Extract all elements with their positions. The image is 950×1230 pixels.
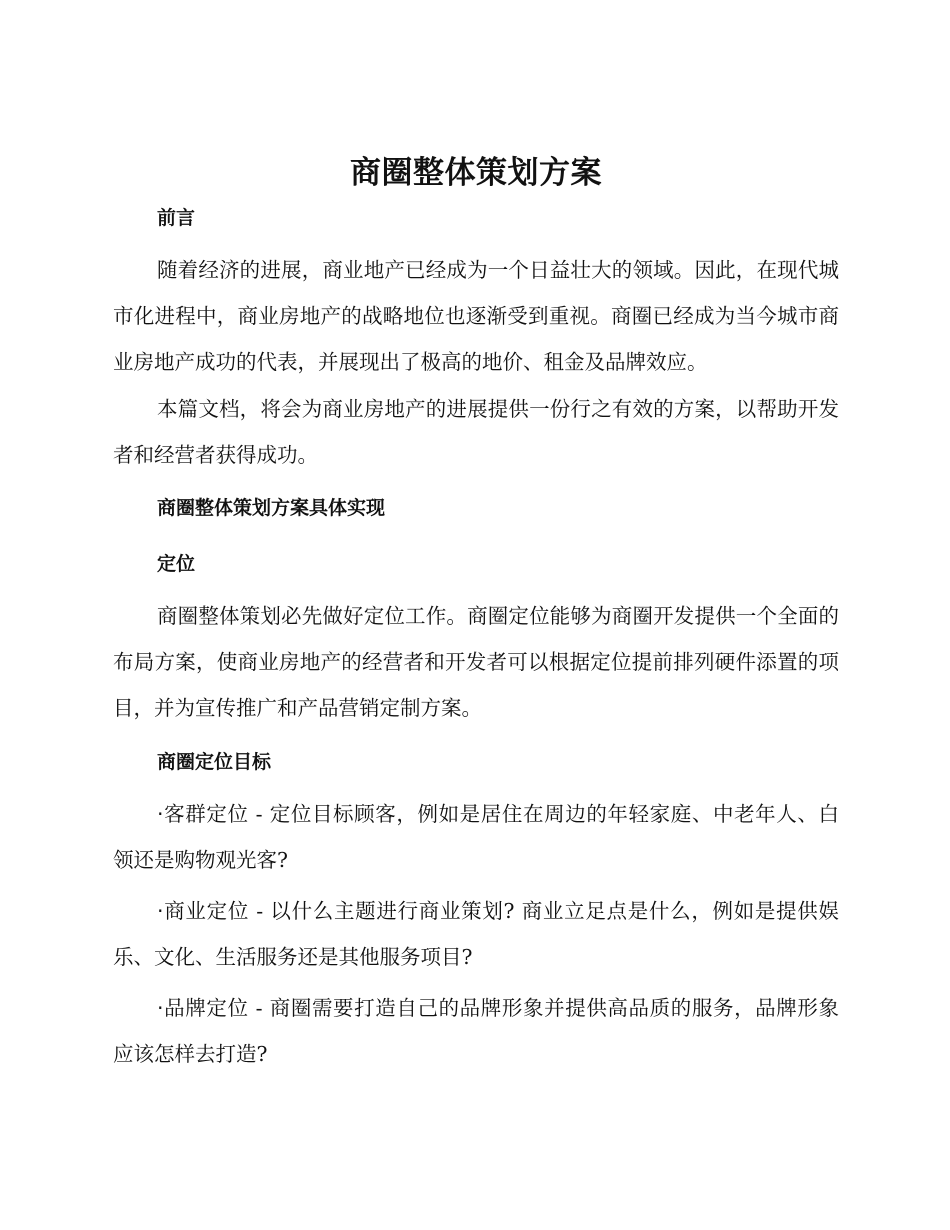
- positioning-heading: 定位: [157, 553, 196, 575]
- goal-item-text: 品牌定位 - 商圈需要打造自己的品牌形象并提供高品质的服务，品牌形象应该怎样去打造?: [113, 996, 839, 1066]
- goal-list-item: [113, 985, 839, 1077]
- document-title: 商圈整体策划方案: [350, 155, 602, 191]
- positioning-paragraph: 商圈整体策划必先做好定位工作。商圈定位能够为商圈开发提供一个全面的布局方案，使商业房地产的经营者和开发者可以根据定位提前排列硬件添置的项目，并为宣传推广和产品营销定制方案。: [113, 604, 839, 720]
- document-body: [113, 150, 839, 1077]
- goal-item-text: 商业定位 - 以什么主题进行商业策划? 商业立足点是什么，例如是提供娱乐、文化、生活服务还是其他服务项目?: [113, 899, 839, 969]
- preface-heading: 前言: [157, 207, 196, 229]
- goal-item-text: 客群定位 - 定位目标顾客，例如是居住在周边的年轻家庭、中老年人、白领还是购物观光客?: [113, 802, 839, 872]
- goal-list-item: [113, 791, 839, 883]
- bullet-dot-icon: ·: [157, 899, 164, 923]
- bullet-dot-icon: ·: [157, 996, 164, 1020]
- goals-heading: 商圈定位目标: [157, 751, 272, 773]
- implementation-heading: 商圈整体策划方案具体实现: [157, 497, 386, 519]
- bullet-dot-icon: ·: [157, 802, 164, 826]
- preface-paragraph: 本篇文档，将会为商业房地产的进展提供一份行之有效的方案，以帮助开发者和经营者获得成功。: [113, 397, 839, 467]
- preface-paragraph: 随着经济的进展，商业地产已经成为一个日益壮大的领域。因此，在现代城市化进程中，商业房地产的战略地位也逐渐受到重视。商圈已经成为当今城市商业房地产成功的代表，并展现出了极高的地价、租金及品牌效应。: [113, 258, 839, 374]
- goal-list-item: [113, 888, 839, 980]
